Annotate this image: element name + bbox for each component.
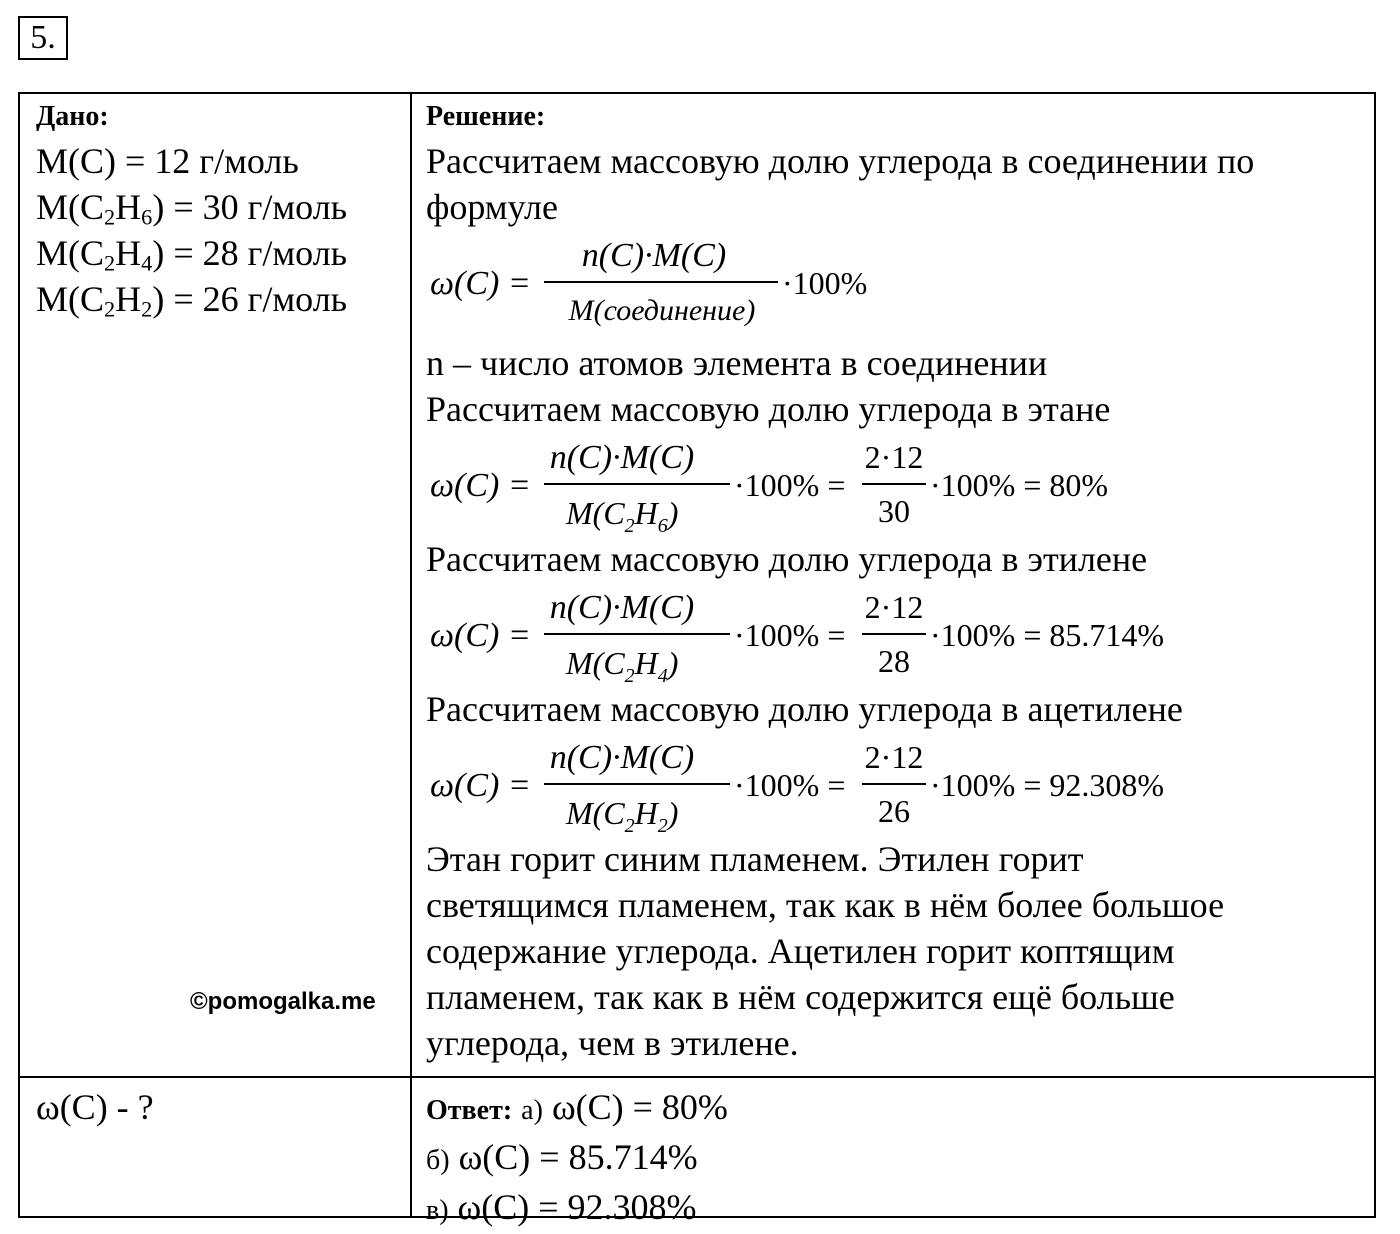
conclusion-line-5: углерода, чем в этилене. <box>426 1023 799 1063</box>
conclusion-line-2: светящимся пламенем, так как в нём более большое <box>426 885 1225 925</box>
column-divider <box>410 94 412 1216</box>
formula-tail: ·100% <box>782 265 868 301</box>
row-divider <box>20 1076 1374 1078</box>
conclusion-line-1: Этан горит синим пламенем. Этилен горит <box>426 839 1084 879</box>
ethylene-formula <box>426 582 1371 686</box>
conclusion-line-4: пламенем, так как в нём содержится ещё больше <box>426 977 1175 1017</box>
answer-line-c: в) ω(C) = 92.308% <box>426 1187 697 1227</box>
svg-text:26: 26 <box>878 793 910 829</box>
n-note: n – число атомов элемента в соединении <box>426 343 1048 383</box>
given-header: Дано: <box>36 101 109 132</box>
svg-text:M(C2H6): $M(C_2H_6)$ <box>566 495 679 537</box>
svg-text:ω(C) =: ω(C) = <box>430 467 531 504</box>
ethane-text: Рассчитаем массовую долю углерода в этане <box>426 389 1111 429</box>
conclusion <box>426 836 1371 1066</box>
answer-block <box>426 1084 1371 1234</box>
svg-text:2·12: 2·12 <box>864 439 924 475</box>
watermark: ©pomogalka.me <box>190 988 376 1015</box>
general-formula <box>426 230 1371 336</box>
formula-lhs: ω(C) = <box>430 265 531 302</box>
formula-denominator: M(соединение) <box>568 294 756 327</box>
svg-text:2·12: 2·12 <box>864 589 924 625</box>
svg-text:ω(C) =: ω(C) = <box>430 767 531 804</box>
svg-text:·100% =: ·100% = <box>734 617 846 653</box>
ethane-formula <box>426 432 1371 536</box>
ethylene-text: Рассчитаем массовую долю углерода в этилене <box>426 539 1148 579</box>
given-line-3: $M(C_2H_4) = 28$ г/моль <box>36 233 348 276</box>
solution-intro: Рассчитаем массовую долю углерода в соединении по формуле <box>426 141 1255 227</box>
svg-text:·100% =: ·100% = <box>734 767 846 803</box>
solution-table <box>18 92 1376 1227</box>
svg-text:·100% = 92.308%: ·100% = 92.308% <box>930 767 1165 803</box>
svg-text:30: 30 <box>878 493 910 529</box>
formula-numerator: n(C)·M(C) <box>581 237 727 274</box>
solution-column <box>426 100 1371 1066</box>
svg-text:M(C2H2): $M(C_2H_2)$ <box>566 795 679 837</box>
acetylene-formula <box>426 732 1371 836</box>
svg-text:ω(C) =: ω(C) = <box>430 617 531 654</box>
svg-text:2·12: 2·12 <box>864 739 924 775</box>
svg-text:·100% = 80%: ·100% = 80% <box>930 467 1109 503</box>
given-line-4: $M(C_2H_2) = 26$ г/моль <box>36 279 348 322</box>
solution-header: Решение: <box>426 101 546 132</box>
svg-text:M(C2H4): $M(C_2H_4)$ <box>566 645 679 687</box>
acetylene-text: Рассчитаем массовую долю углерода в ацетилене <box>426 689 1183 729</box>
answer-line-a: Ответ: а) ω(C) = 80% <box>426 1087 728 1127</box>
svg-text:n(C)·M(C): n(C)·M(C) <box>549 589 695 626</box>
svg-text:n(C)·M(C): n(C)·M(C) <box>549 439 695 476</box>
answer-line-b: б) ω(C) = 85.714% <box>426 1137 698 1177</box>
given-line-1: M(C) = 12 г/моль <box>36 141 299 181</box>
svg-text:·100% = 85.714%: ·100% = 85.714% <box>930 617 1165 653</box>
problem-number: 5. <box>18 16 68 60</box>
svg-text:28: 28 <box>878 643 910 679</box>
svg-text:n(C)·M(C): n(C)·M(C) <box>549 739 695 776</box>
find-value: ω(C) - ? <box>36 1087 154 1127</box>
conclusion-line-3: содержание углерода. Ацетилен горит коптящим <box>426 931 1175 971</box>
given-column <box>36 100 404 322</box>
given-line-2: $M(C_2H_6) = 30$ г/моль <box>36 187 348 230</box>
svg-text:·100% =: ·100% = <box>734 467 846 503</box>
